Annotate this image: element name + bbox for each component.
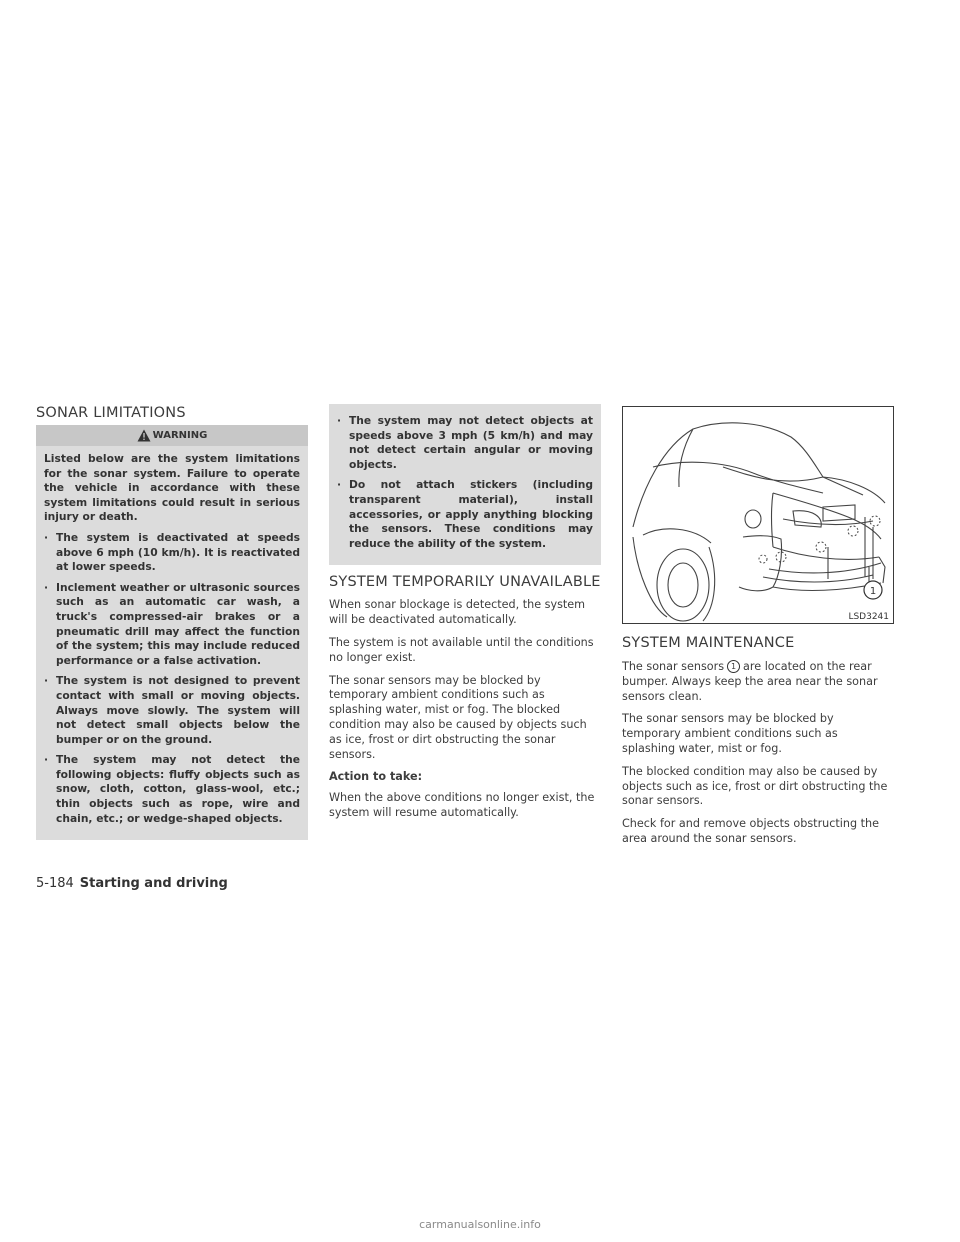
svg-text:1: 1 <box>869 586 877 597</box>
warning-bullet: · Do not attach stickers (including transparent material), install accessories, or apply anything blocking the sensors. These conditions may reduce the ability of the system. <box>337 478 593 551</box>
page-footer <box>36 876 228 891</box>
section-heading-system-maintenance: SYSTEM MAINTENANCE <box>622 635 795 651</box>
action-label: Action to take: <box>329 770 423 784</box>
warning-header <box>36 425 308 446</box>
section-title: Starting and driving <box>79 876 228 891</box>
warning-bullet: · Inclement weather or ultrasonic sources such as an automatic car wash, a truck's compressed-air brakes or a pneumatic drill may affect the function of the system; this may include reduced performance or a false activation. <box>44 581 300 669</box>
warning-box-continued <box>329 404 601 565</box>
watermark: carmanualsonline.info <box>419 1218 541 1231</box>
warning-bullet: · The system may not detect objects at speeds above 3 mph (5 km/h) and may not detect certain angular or moving objects. <box>337 414 593 472</box>
warning-list <box>44 531 300 826</box>
warning-bullet: · The system may not detect the following objects: fluffy objects such as snow, cloth, cotton, glass-wool, etc.; thin objects such as rope, wire and chain, etc.; or wedge-shaped objects. <box>44 753 300 826</box>
warning-body <box>36 446 308 826</box>
section-heading-sonar-limitations: SONAR LIMITATIONS <box>36 405 186 421</box>
body-text <box>622 660 894 847</box>
rear-bumper-sensor-figure <box>622 406 894 624</box>
paragraph: The blocked condition may also be caused by objects such as ice, frost or dirt obstructing the sonar sensors. <box>622 764 888 808</box>
column-middle <box>329 404 601 829</box>
paragraph: The sonar sensors may be blocked by temporary ambient conditions such as splashing water, mist or fog. <box>622 712 838 755</box>
callout-marker-icon: 1 <box>727 660 740 673</box>
warning-list <box>337 414 593 551</box>
warning-box <box>36 425 308 840</box>
paragraph: When the above conditions no longer exist, the system will resume automatically. <box>329 791 595 819</box>
column-right <box>622 404 894 855</box>
car-rear-illustration <box>623 407 893 623</box>
warning-triangle-icon <box>137 429 151 442</box>
warning-body-continued <box>329 408 601 551</box>
warning-bullet: · The system is deactivated at speeds above 6 mph (10 km/h). It is reactivated at lower speeds. <box>44 531 300 575</box>
paragraph: The system is not available until the conditions no longer exist. <box>329 635 594 664</box>
warning-intro: Listed below are the system limitations for the sonar system. Failure to operate the vehicle in accordance with these system limitations could result in serious injury or death. <box>44 452 300 524</box>
paragraph: When sonar blockage is detected, the system will be deactivated automatically. <box>329 598 586 627</box>
paragraph: The sonar sensors may be blocked by temporary ambient conditions such as splashing water, mist or fog. The blocked condition may also be caused by objects such as ice, frost or dirt obstructing the sonar sensors. <box>329 673 587 761</box>
figure-code: LSD3241 <box>848 612 889 622</box>
body-text <box>329 598 601 820</box>
column-left <box>36 404 308 840</box>
page-number: 5-184 <box>36 876 74 891</box>
warning-bullet: · The system is not designed to prevent contact with small or moving objects. Always move slowly. The system will not detect small objects below the bumper or on the ground. <box>44 674 300 747</box>
paragraph: The sonar sensors 1 are located on the rear bumper. Always keep the area near the sonar sensors clean. <box>622 660 878 703</box>
paragraph: Check for and remove objects obstructing the area around the sonar sensors. <box>622 817 880 845</box>
section-heading-temporarily-unavailable: SYSTEM TEMPORARILY UNAVAILABLE <box>329 574 601 591</box>
warning-title: WARNING <box>152 430 208 441</box>
